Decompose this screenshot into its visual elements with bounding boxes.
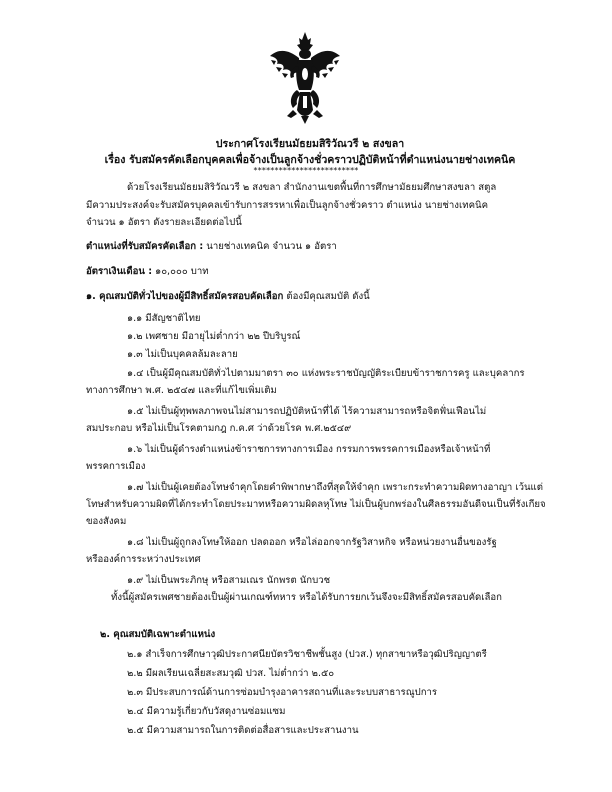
position-line [86,240,337,254]
garuda-emblem-icon [267,30,343,126]
section1-heading-tail: ต้องมีคุณสมบัติ ดังนี้ [283,291,370,302]
salary-label: อัตราเงินเดือน : [86,266,153,277]
item-1-5-line-1: ๑.๕ ไม่เป็นผู้ทุพพลภาพจนไม่สามารถปฏิบัติหน้าที่ได้ ไร้ความสามารถหรือจิตฟั่นเฟือนไม่ [127,406,487,417]
item-1-7-line-2: โทษสำหรับความผิดที่ได้กระทำโดยประมาทหรือความผิดลหุโทษ ไม่เป็นผู้บกพร่องในศีลธรรมอันดีจนเป็นที่รังเกียจ [86,499,546,510]
item-2-4: ๒.๔ มีความรู้เกี่ยวกับวัสดุงานซ่อมแซม [127,706,286,717]
item-1-8-line-2: หรือองค์การระหว่างประเทศ [86,554,201,565]
section1-heading: ๑. คุณสมบัติทั่วไปของผู้มีสิทธิ์สมัครสอบคัดเลือก [86,291,284,302]
section1-note: ทั้งนี้ผู้สมัครเพศชายต้องเป็นผู้ผ่านเกณฑ์ทหาร หรือได้รับการยกเว้นจึงจะมีสิทธิ์สมัครสอบคัดเลือก [111,592,502,603]
item-1-4-line-2: ทางการศึกษา พ.ศ. ๒๕๔๗ และที่แก้ไขเพิ่มเติม [86,385,277,396]
position-label: ตำแหน่งที่รับสมัครคัดเลือก : [86,241,204,252]
item-2-3: ๒.๓ มีประสบการณ์ด้านการซ่อมบำรุงอาคารสถานที่และระบบสาธารณูปการ [127,687,438,698]
item-1-6-line-1: ๑.๖ ไม่เป็นผู้ดำรงตำแหน่งข้าราชการทางการเมือง กรรมการพรรคการเมืองหรือเจ้าหน้าที่ [127,444,491,455]
item-1-5-line-2: สมประกอบ หรือไม่เป็นโรคตามกฎ ก.ค.ศ ว่าด้วยโรค พ.ศ.๒๕๔๙ [86,423,352,434]
intro-line-1: ด้วยโรงเรียนมัธยมสิริวัณวรี ๒ สงขลา สำนักงานเขตพื้นที่การศึกษามัธยมศึกษาสงขลา สตูล [127,182,497,193]
item-1-9: ๑.๙ ไม่เป็นพระภิกษุ หรือสามเณร นักพรต นักบวช [127,575,331,586]
intro-line-3: จำนวน ๑ อัตรา ดังรายละเอียดต่อไปนี้ [86,217,242,228]
item-1-3: ๑.๓ ไม่เป็นบุคคลล้มละลาย [127,349,238,360]
item-2-5: ๒.๕ มีความสามารถในการติดต่อสื่อสารและประสานงาน [127,725,359,736]
section1-heading-line [86,290,370,304]
item-1-2: ๑.๒ เพศชาย มีอายุไม่ต่ำกว่า ๒๒ ปีบริบูรณ์ [127,331,301,342]
item-1-7-line-1: ๑.๗ ไม่เป็นผู้เคยต้องโทษจำคุกโดยคำพิพากษาถึงที่สุดให้จำคุก เพราะกระทำความผิดทางอาญา เว้นแต่ [127,482,543,493]
item-1-1: ๑.๑ มีสัญชาติไทย [127,313,201,324]
position-value: นายช่างเทคนิค จำนวน ๑ อัตรา [203,241,337,252]
item-1-7-line-3: ของสังคม [86,516,127,527]
announcement-title: ประกาศโรงเรียนมัธยมสิริวัณวรี ๒ สงขลา [215,138,405,150]
section2-heading: ๒. คุณสมบัติเฉพาะตำแหน่ง [100,629,216,640]
item-2-1: ๒.๑ สำเร็จการศึกษาวุฒิประกาศนียบัตรวิชาชีพชั้นสูง (ปวส.) ทุกสาขาหรือวุฒิปริญญาตรี [127,649,487,660]
intro-line-2: มีความประสงค์จะรับสมัครบุคคลเข้ารับการสรรหาเพื่อเป็นลูกจ้างชั่วคราว ตำแหน่ง นายช่างเทคนิค [86,200,488,211]
item-1-4-line-1: ๑.๔ เป็นผู้มีคุณสมบัติทั่วไปตามมาตรา ๓๐ แห่งพระราชบัญญัติระเบียบข้าราชการครู และบุคลากร [127,368,525,379]
item-2-2: ๒.๒ มีผลเรียนเฉลี่ยสะสมวุฒิ ปวส. ไม่ต่ำกว่า ๒.๕๐ [127,668,335,679]
salary-line [86,265,209,279]
salary-value: ๑๐,๐๐๐ บาท [152,266,209,277]
announcement-subject: เรื่อง รับสมัครคัดเลือกบุคคลเพื่อจ้างเป็นลูกจ้างชั่วคราวปฏิบัติหน้าที่ตำแหน่งนายช่างเทคนิค [104,154,516,166]
separator: ************************* [253,166,359,175]
item-1-8-line-1: ๑.๘ ไม่เป็นผู้ถูกลงโทษให้ออก ปลดออก หรือไล่ออกจากรัฐวิสาหกิจ หรือหน่วยงานอื่นของรัฐ [127,537,497,548]
item-1-6-line-2: พรรคการเมือง [86,461,146,472]
